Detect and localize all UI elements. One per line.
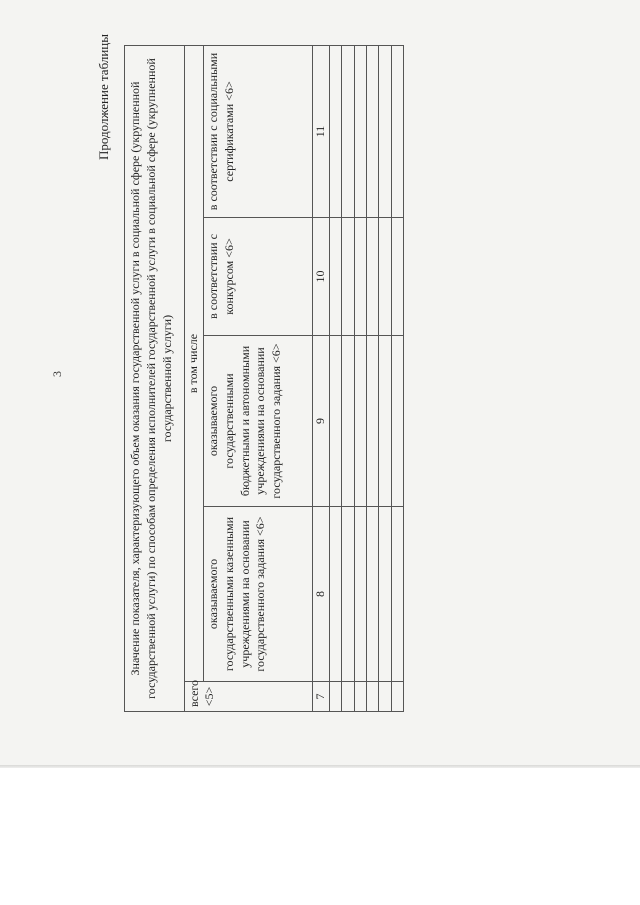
table-cell: [379, 682, 391, 712]
table-cell: [391, 218, 403, 336]
table-cell: [330, 218, 342, 336]
table-cell: [342, 218, 354, 336]
col-header-sertifikaty: в соответствии с социальными сертификатами <6>: [203, 46, 312, 218]
col-number: 10: [312, 218, 329, 336]
col-number: 7: [312, 682, 329, 712]
table-cell: [354, 507, 366, 682]
table-cell: [354, 218, 366, 336]
table-cell: [366, 46, 378, 218]
table-cell: [330, 46, 342, 218]
rotated-table-container: [124, 46, 404, 712]
col-header-budgetnye: оказываемого государственными бюджетными и автономными учреждениями на основании государственного задания <6>: [203, 336, 312, 507]
col-number: 11: [312, 46, 329, 218]
col-header-kazennye: оказываемого государственными казенными учреждениями на основании государственного задания <6>: [203, 507, 312, 682]
table-cell: [391, 507, 403, 682]
table-row: [366, 46, 378, 712]
table-cell: [391, 682, 403, 712]
page-number: 3: [50, 371, 64, 377]
table-cell: [342, 682, 354, 712]
table-row: [354, 46, 366, 712]
table-cell: [379, 507, 391, 682]
table-row: [379, 46, 391, 712]
table-row: [342, 46, 354, 712]
table-cell: [379, 46, 391, 218]
table-cell: [366, 218, 378, 336]
col-header-total: всего <5>: [184, 682, 312, 712]
table-cell: [330, 507, 342, 682]
col-header-konkurs: в соответствии с конкурсом <6>: [203, 218, 312, 336]
table-cell: [366, 507, 378, 682]
col-header-subgroup: в том числе: [184, 46, 203, 682]
table-cell: [354, 46, 366, 218]
table-main-header: Значение показателя, характеризующего объем оказания государственной услуги в социальной сфере (укрупненной государственной услуги) по способам определения исполнителей государственной услуги в социальной сфере (укрупненной государственной услуги): [125, 46, 185, 712]
table-cell: [391, 336, 403, 507]
table-cell: [366, 682, 378, 712]
table-row: [330, 46, 342, 712]
col-number: 9: [312, 336, 329, 507]
table-cell: [354, 682, 366, 712]
col-number: 8: [312, 507, 329, 682]
table-cell: [342, 336, 354, 507]
data-table: [124, 45, 404, 712]
table-cell: [342, 507, 354, 682]
table-cell: [330, 336, 342, 507]
table-continuation-label: Продолжение таблицы: [96, 34, 111, 160]
table-row: [391, 46, 403, 712]
table-cell: [354, 336, 366, 507]
scan-edge-shadow: [0, 765, 640, 768]
table-cell: [379, 218, 391, 336]
table-cell: [330, 682, 342, 712]
table-cell: [366, 336, 378, 507]
table-cell: [379, 336, 391, 507]
table-cell: [391, 46, 403, 218]
table-cell: [342, 46, 354, 218]
